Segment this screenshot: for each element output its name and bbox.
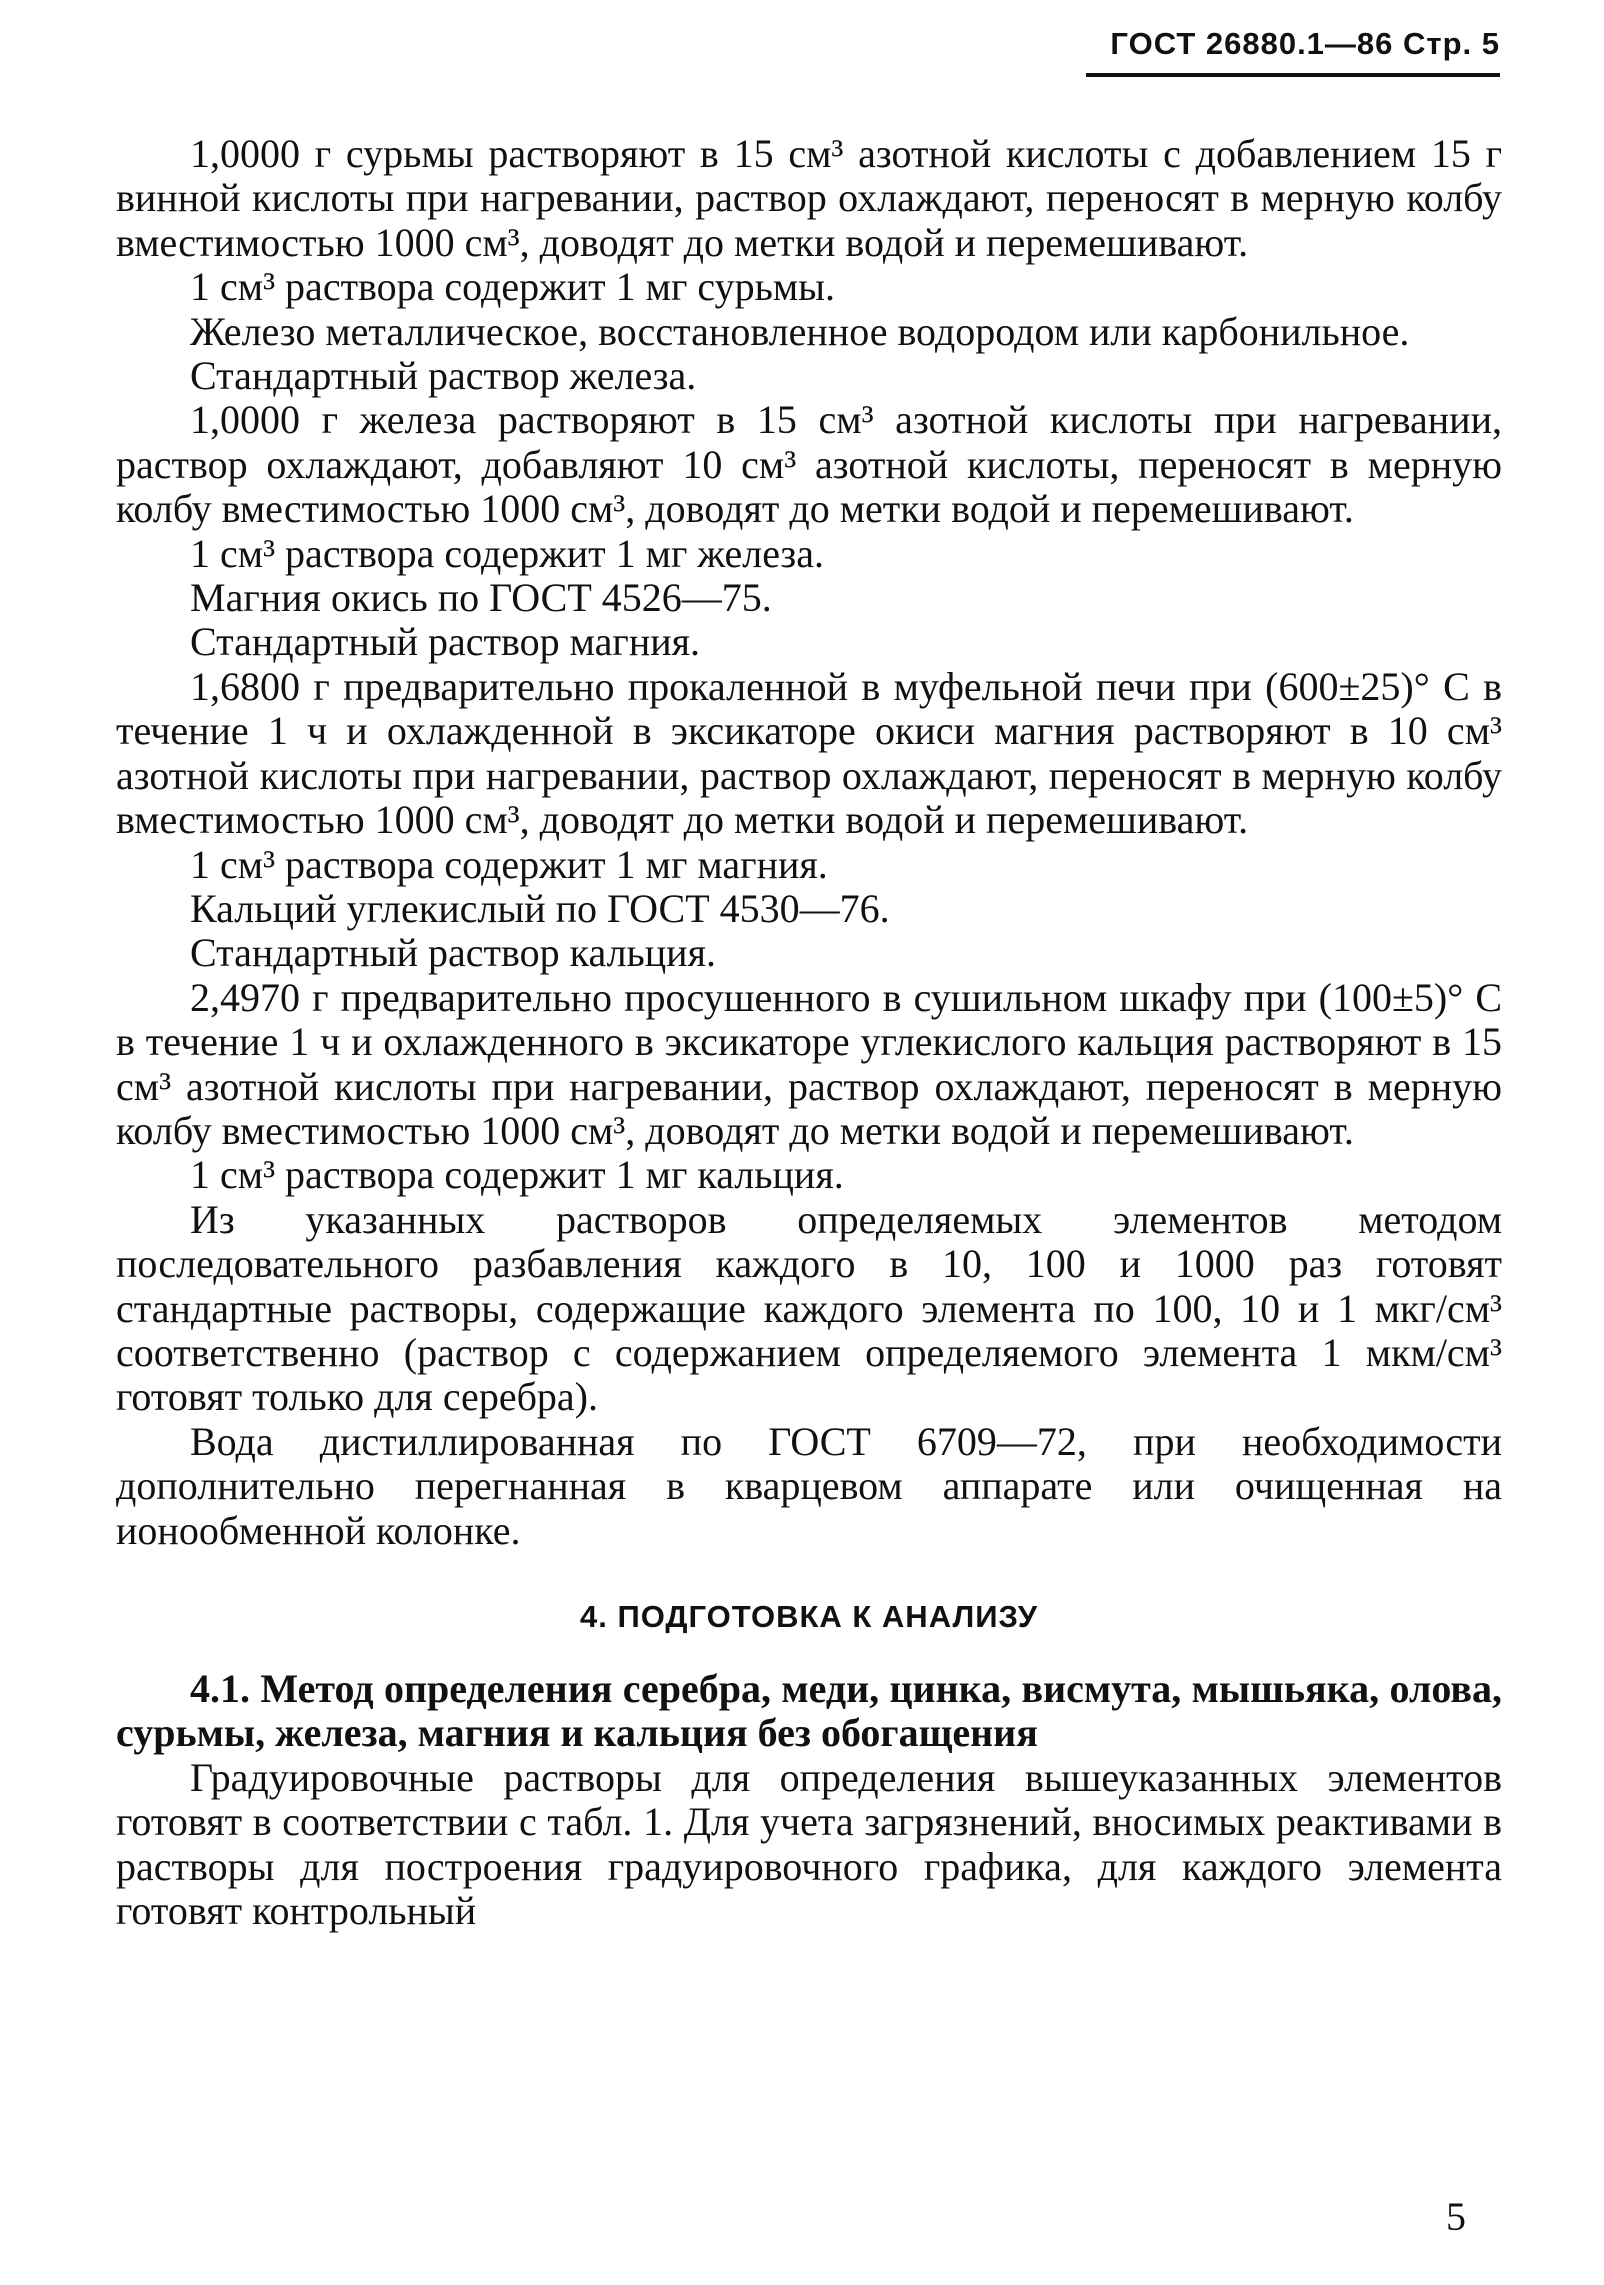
paragraph-antimony-content: 1 см³ раствора содержит 1 мг сурьмы. [190,264,836,310]
document-body [116,132,1502,1933]
header-rule [1086,73,1500,77]
paragraph-iron-prep: 1,0000 г железа растворяют в 15 см³ азотной кислоты при нагревании, раствор охлаждают, добавляют 10 см³ азотной кислоты, переносят в мерную колбу вместимостью 1000 см³, доводят до метки водой и перемешивают. [116,397,1502,532]
paragraph-water: Вода дистиллированная по ГОСТ 6709—72, при необходимости дополнительно перегнанная в кварцевом аппарате или очищенная на ионообменной колонке. [116,1418,1502,1553]
paragraph-magnesium-standard-title: Стандартный раствор магния. [190,619,701,665]
paragraph-dilution: Из указанных растворов определяемых элементов методом последовательного разбавления каждого в 10, 100 и 1000 раз готовят стандартные растворы, содержащие каждого элемента по 100, 10 и 1 мкг/см³ соответственно (раствор с содержанием определяемого элемента 1 мкм/см³ готовят только для серебра). [116,1196,1502,1420]
paragraph-antimony-prep: 1,0000 г сурьмы растворяют в 15 см³ азотной кислоты с добавлением 15 г винной кислоты при нагревании, раствор охлаждают, переносят в мерную колбу вместимостью 1000 см³, доводят до метки водой и перемешивают. [116,131,1502,265]
paragraph-iron-reagent: Железо металлическое, восстановленное водородом или карбонильное. [190,308,1410,354]
page-number: 5 [1446,2194,1466,2239]
paragraph-calibration: Градуировочные растворы для определения вышеуказанных элементов готовят в соответствии с табл. 1. Для учета загрязнений, вносимых реактивами в растворы для построения градуировочного графика, для каждого элемента готовят контрольный [116,1754,1502,1934]
paragraph-calcium-prep: 2,4970 г предварительно просушенного в сушильном шкафу при (100±5)° С в течение 1 ч и охлажденного в эксикаторе углекислого кальция растворяют в 15 см³ азотной кислоты при нагревании, раствор охлаждают, переносят в мерную колбу вместимостью 1000 см³, доводят до метки водой и перемешивают. [116,974,1502,1153]
subsection-title: 4.1. Метод определения серебра, меди, цинка, висмута, мышьяка, олова, сурьмы, железа, магния и кальция без обогащения [116,1666,1502,1756]
paragraph-magnesium-reagent: Магния окись по ГОСТ 4526—75. [190,575,772,621]
paragraph-iron-standard-title: Стандартный раствор железа. [190,353,697,399]
paragraph-calcium-content: 1 см³ раствора содержит 1 мг кальция. [190,1152,844,1198]
paragraph-magnesium-content: 1 см³ раствора содержит 1 мг магния. [190,841,828,887]
paragraph-calcium-reagent: Кальций углекислый по ГОСТ 4530—76. [190,885,890,931]
section-heading: 4. ПОДГОТОВКА К АНАЛИЗУ [579,1599,1039,1634]
paragraph-magnesium-prep: 1,6800 г предварительно прокаленной в муфельной печи при (600±25)° С в течение 1 ч и охлажденной в эксикаторе окиси магния растворяют в 10 см³ азотной кислоты при нагревании, раствор охлаждают, переносят в мерную колбу вместимостью 1000 см³, доводят до метки водой и перемешивают. [116,663,1502,843]
paragraph-calcium-standard-title: Стандартный раствор кальция. [190,930,716,976]
page-header: ГОСТ 26880.1—86 Стр. 5 [1110,26,1500,61]
paragraph-iron-content: 1 см³ раствора содержит 1 мг железа. [190,530,824,576]
